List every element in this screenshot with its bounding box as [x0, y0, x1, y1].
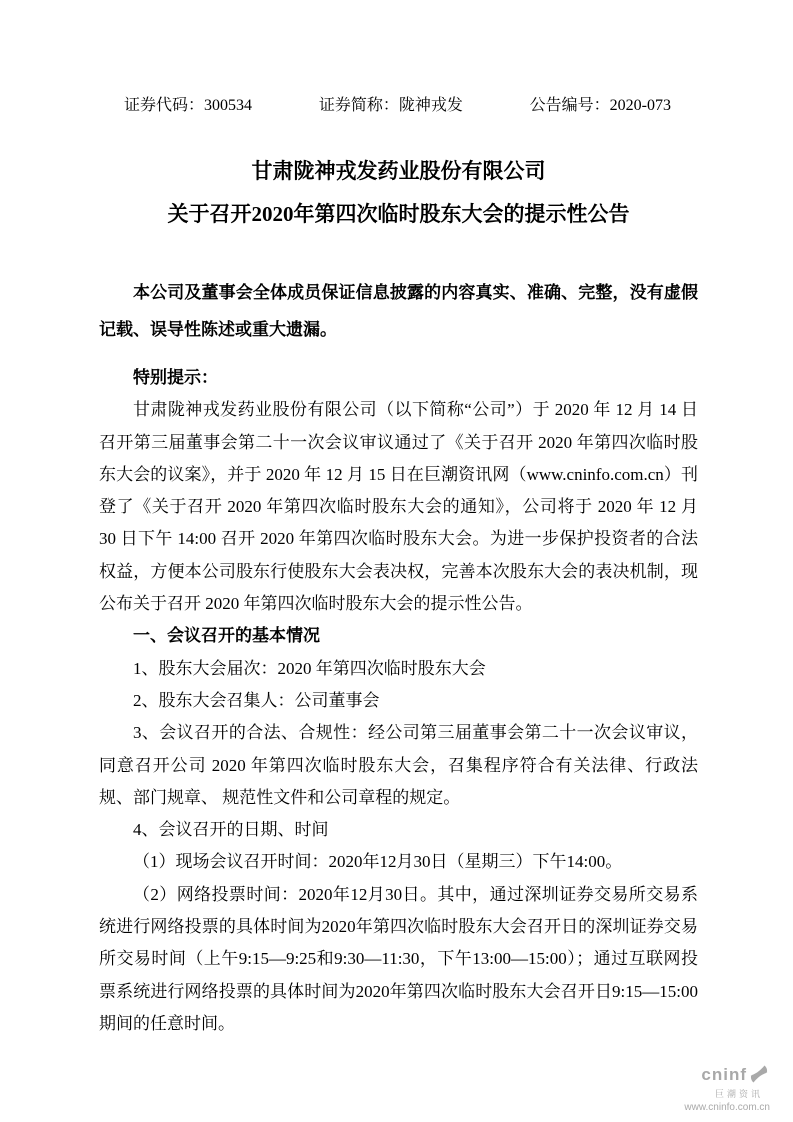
board-statement: 本公司及董事会全体成员保证信息披露的内容真实、准确、完整，没有虚假记载、误导性陈述或重大遗漏。 [99, 283, 698, 339]
section-one-item-4-sub-2: （2）网络投票时间：2020年12月30日。其中，通过深圳证券交易所交易系统进行网络投票的具体时间为2020年第四次临时股东大会召开日的深圳证券交易所交易时间（上午9:15—9:25和9:30—11:30，下午13:00—15:00）；通过互联网投票系统进行网络投票的具体时间为2020年第四次临时股东大会召开日9:15—15:00期间的任意时间。 [99, 884, 698, 1033]
cninfo-url: www.cninfo.com.cn [684, 1102, 770, 1113]
announcement-title: 关于召开2020年第四次临时股东大会的提示性公告 [167, 202, 630, 226]
section-one-item-1: 1、股东大会届次：2020 年第四次临时股东大会 [133, 658, 486, 678]
cninfo-swirl-icon [748, 1063, 770, 1090]
document-body [99, 96, 698, 1040]
special-notice-heading: 特别提示： [133, 368, 218, 387]
cninfo-chinese-name: 巨潮资讯 [714, 1089, 763, 1100]
special-notice-paragraph: 甘肃陇神戎发药业股份有限公司（以下简称“公司”）于 2020 年 12 月 14 日召开第三届董事会第二十一次会议审议通过了《关于召开 2020 年第四次临时股东大会的议案》，并于 2020 年 12 月 15 日在巨潮资讯网（www.cninfo.com.cn）刊登了《关于召开 2020 年第四次临时股东大会的通知》，公司将于 2020 年 12 月 30 日下午 14:00 召开 2020 年第四次临时股东大会。为进一步保护投资者的合法权益，方便本公司股东行使股东大会表决权，完善本次股东大会的表决机制，现公布关于召开 2020 年第四次临时股东大会的提示性公告。 [99, 400, 698, 614]
cninfo-logo-text: cninf [701, 1065, 747, 1085]
cninfo-logo-row [684, 1063, 770, 1090]
stock-code: 证券代码：300534 [124, 97, 253, 114]
section-one-item-4: 4、会议召开的日期、时间 [133, 820, 329, 840]
section-one-heading: 一、会议召开的基本情况 [133, 626, 320, 646]
cninfo-watermark [684, 1063, 770, 1113]
stock-short-name: 证券简称：陇神戎发 [318, 97, 463, 114]
company-title: 甘肃陇神戎发药业股份有限公司 [251, 159, 546, 183]
announcement-number: 公告编号：2020-073 [529, 97, 671, 114]
securities-header [99, 96, 698, 116]
section-one-item-3: 3、会议召开的合法、合规性：经公司第三届董事会第二十一次会议审议，同意召开公司 2020 年第四次临时股东大会，召集程序符合有关法律、行政法规、部门规章、 规范性文件和公司章程的规定。 [99, 723, 698, 807]
announcement-text [99, 362, 698, 1040]
section-one-item-2: 2、股东大会召集人：公司董事会 [133, 690, 380, 710]
section-one-item-4-sub-1: （1）现场会议召开时间：2020年12月30日（星期三）下午14:00。 [133, 852, 623, 872]
